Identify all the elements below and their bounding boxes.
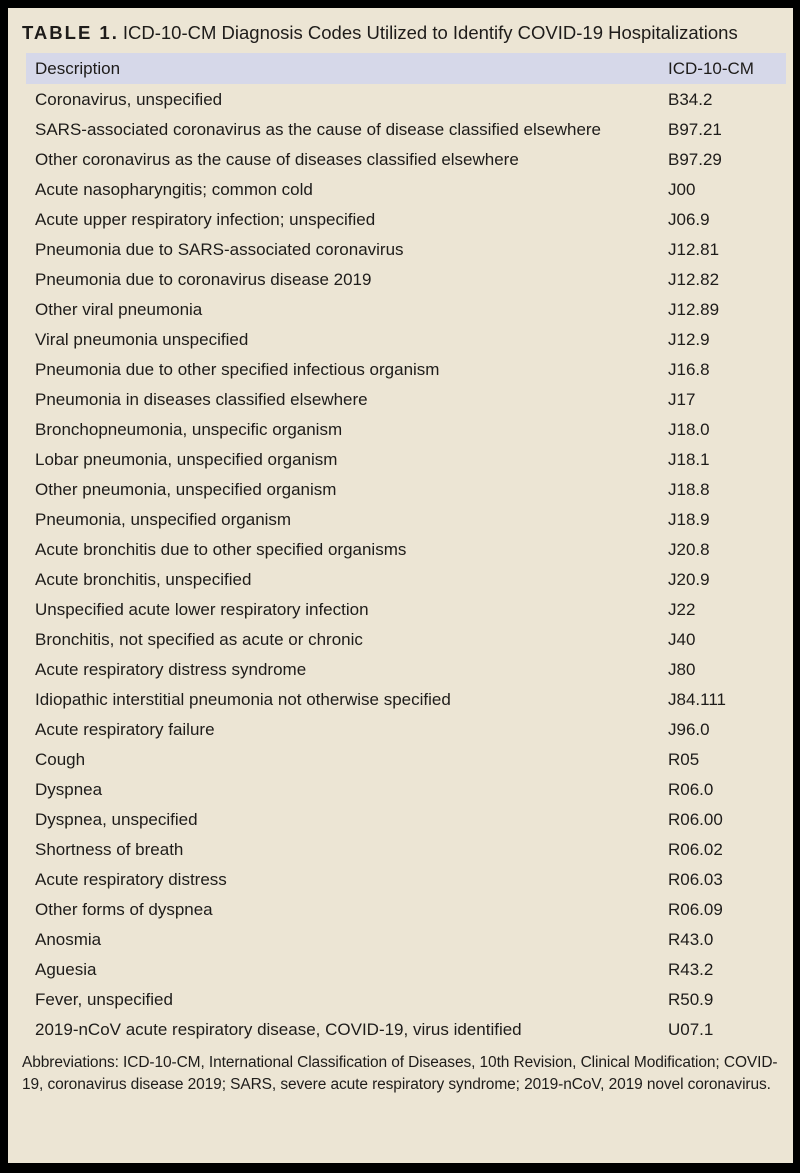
column-header-icd-10-cm: ICD-10-CM bbox=[668, 59, 754, 78]
table-figure bbox=[8, 8, 793, 1163]
table-number-label: TABLE 1. bbox=[22, 22, 119, 43]
code-cell: R06.00 bbox=[668, 809, 723, 829]
table-row bbox=[26, 234, 786, 264]
description-cell: Unspecified acute lower respiratory infection bbox=[35, 599, 369, 619]
table-row bbox=[26, 414, 786, 444]
table-title-text: ICD-10-CM Diagnosis Codes Utilized to Identify COVID-19 Hospitalizations bbox=[122, 22, 738, 43]
description-cell: Acute respiratory distress bbox=[35, 869, 227, 889]
description-cell: Acute nasopharyngitis; common cold bbox=[35, 179, 313, 199]
description-cell: Acute respiratory failure bbox=[35, 719, 215, 739]
table-row bbox=[26, 534, 786, 564]
description-cell: Pneumonia due to other specified infectious organism bbox=[35, 359, 440, 379]
description-cell: Other viral pneumonia bbox=[35, 299, 203, 319]
code-cell: J12.82 bbox=[668, 269, 720, 289]
table-row bbox=[26, 984, 786, 1014]
code-cell: R06.09 bbox=[668, 899, 723, 919]
table-row bbox=[26, 954, 786, 984]
table-row bbox=[26, 654, 786, 684]
table-row bbox=[26, 864, 786, 894]
table-row bbox=[26, 564, 786, 594]
description-cell: Other coronavirus as the cause of diseases classified elsewhere bbox=[35, 149, 519, 169]
table-row bbox=[26, 774, 786, 804]
description-cell: Idiopathic interstitial pneumonia not otherwise specified bbox=[35, 689, 451, 709]
table-body bbox=[26, 84, 786, 1044]
description-cell: Bronchitis, not specified as acute or chronic bbox=[35, 629, 363, 649]
description-cell: Viral pneumonia unspecified bbox=[35, 329, 249, 349]
description-cell: Acute bronchitis due to other specified organisms bbox=[35, 539, 407, 559]
code-cell: J18.8 bbox=[668, 479, 710, 499]
code-cell: J16.8 bbox=[668, 359, 710, 379]
code-cell: J12.9 bbox=[668, 329, 710, 349]
table-row bbox=[26, 294, 786, 324]
table-row bbox=[26, 444, 786, 474]
code-cell: J00 bbox=[668, 179, 696, 199]
description-cell: SARS-associated coronavirus as the cause of disease classified elsewhere bbox=[35, 119, 602, 139]
table-row bbox=[26, 894, 786, 924]
code-cell: J22 bbox=[668, 599, 696, 619]
code-cell: R06.03 bbox=[668, 869, 723, 889]
description-cell: Anosmia bbox=[35, 929, 102, 949]
table-row bbox=[26, 84, 786, 114]
table-row bbox=[26, 744, 786, 774]
code-cell: J17 bbox=[668, 389, 696, 409]
code-cell: J18.9 bbox=[668, 509, 710, 529]
code-cell: J12.89 bbox=[668, 299, 720, 319]
description-cell: Shortness of breath bbox=[35, 839, 184, 859]
code-cell: B97.29 bbox=[668, 149, 722, 169]
table-row bbox=[26, 624, 786, 654]
code-cell: J80 bbox=[668, 659, 696, 679]
table-row bbox=[26, 924, 786, 954]
code-cell: J20.9 bbox=[668, 569, 710, 589]
code-cell: U07.1 bbox=[668, 1019, 714, 1039]
code-cell: J18.1 bbox=[668, 449, 710, 469]
code-cell: R43.0 bbox=[668, 929, 714, 949]
table-row bbox=[26, 144, 786, 174]
description-cell: Lobar pneumonia, unspecified organism bbox=[35, 449, 338, 469]
code-cell: J12.81 bbox=[668, 239, 720, 259]
table-row bbox=[26, 504, 786, 534]
code-cell: R06.02 bbox=[668, 839, 723, 859]
description-cell: Pneumonia due to SARS-associated coronavirus bbox=[35, 239, 404, 259]
table-row bbox=[26, 594, 786, 624]
code-cell: J40 bbox=[668, 629, 696, 649]
description-cell: Bronchopneumonia, unspecific organism bbox=[35, 419, 343, 439]
code-cell: J96.0 bbox=[668, 719, 710, 739]
description-cell: Pneumonia in diseases classified elsewhere bbox=[35, 389, 368, 409]
table-row bbox=[26, 384, 786, 414]
code-cell: B34.2 bbox=[668, 89, 713, 109]
description-cell: Pneumonia, unspecified organism bbox=[35, 509, 292, 529]
description-cell: Aguesia bbox=[35, 959, 97, 979]
description-cell: Fever, unspecified bbox=[35, 989, 173, 1009]
table-row bbox=[26, 174, 786, 204]
table-row bbox=[26, 804, 786, 834]
description-cell: Acute respiratory distress syndrome bbox=[35, 659, 307, 679]
code-cell: R50.9 bbox=[668, 989, 714, 1009]
description-cell: Cough bbox=[35, 749, 86, 769]
description-cell: Other forms of dyspnea bbox=[35, 899, 213, 919]
code-cell: R05 bbox=[668, 749, 700, 769]
table-row bbox=[26, 324, 786, 354]
table-row bbox=[26, 714, 786, 744]
table-header-row bbox=[26, 53, 786, 84]
code-cell: B97.21 bbox=[668, 119, 722, 139]
table-row bbox=[26, 264, 786, 294]
description-cell: Pneumonia due to coronavirus disease 2019 bbox=[35, 269, 372, 289]
table-row bbox=[26, 474, 786, 504]
description-cell: Dyspnea bbox=[35, 779, 103, 799]
table-title bbox=[8, 8, 793, 53]
table-row bbox=[26, 1014, 786, 1044]
abbreviations-footnote: Abbreviations: ICD-10-CM, International Classification of Diseases, 10th Revision, Clinical Modification; COVID-19, coronavirus disease 2019; SARS, severe acute respiratory syndrome; 2019-nCoV, 2019 novel coronavirus. bbox=[22, 1054, 778, 1093]
description-cell: Coronavirus, unspecified bbox=[35, 89, 223, 109]
description-cell: Acute upper respiratory infection; unspecified bbox=[35, 209, 376, 229]
code-cell: R43.2 bbox=[668, 959, 714, 979]
table-row bbox=[26, 204, 786, 234]
diagnosis-codes-table bbox=[26, 53, 786, 1044]
description-cell: Dyspnea, unspecified bbox=[35, 809, 198, 829]
column-header-description: Description bbox=[35, 59, 121, 78]
description-cell: Other pneumonia, unspecified organism bbox=[35, 479, 337, 499]
table-row bbox=[26, 684, 786, 714]
code-cell: J20.8 bbox=[668, 539, 710, 559]
description-cell: 2019-nCoV acute respiratory disease, COVID-19, virus identified bbox=[35, 1019, 522, 1039]
code-cell: J06.9 bbox=[668, 209, 710, 229]
code-cell: J18.0 bbox=[668, 419, 710, 439]
code-cell: J84.111 bbox=[668, 689, 726, 709]
table-row bbox=[26, 354, 786, 384]
description-cell: Acute bronchitis, unspecified bbox=[35, 569, 252, 589]
table-row bbox=[26, 834, 786, 864]
table-row bbox=[26, 114, 786, 144]
code-cell: R06.0 bbox=[668, 779, 714, 799]
